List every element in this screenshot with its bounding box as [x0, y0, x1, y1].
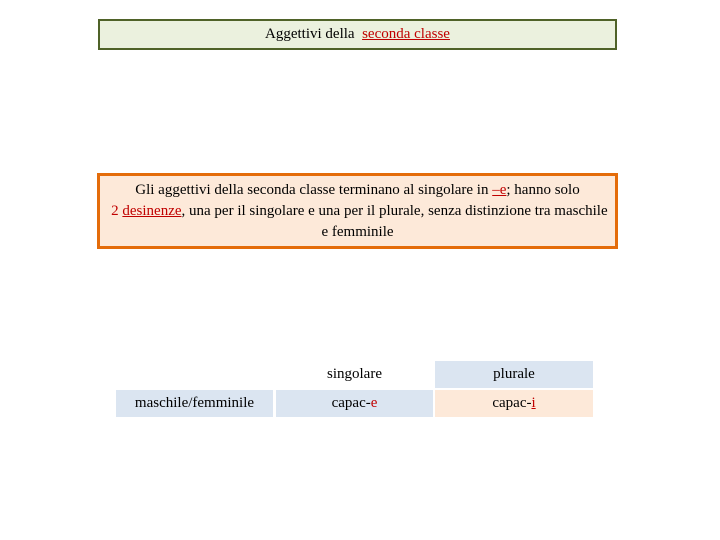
slide-title	[98, 19, 617, 50]
cell-singular	[276, 390, 433, 417]
title-highlight: seconda classe	[362, 26, 450, 42]
header-singular-label: singolare	[327, 366, 382, 382]
title-prefix: Aggettivi della	[265, 26, 355, 42]
info-count: 2	[111, 202, 119, 219]
row-label-text: maschile/femminile	[134, 395, 255, 411]
header-singular	[276, 361, 433, 388]
info-part3: , una per il singolare e una per il plurale, senza distinzione tra maschile e femminile	[181, 202, 608, 240]
info-part1: Gli aggettivi della seconda classe terminano al singolare in	[135, 181, 493, 198]
plural-stem: capac-	[492, 395, 532, 411]
plural-ending: i	[531, 395, 536, 411]
header-plural	[435, 361, 593, 388]
row-label	[116, 390, 273, 417]
info-ending: –e	[492, 181, 507, 198]
info-part2: ; hanno solo	[506, 181, 580, 198]
info-text	[100, 180, 615, 243]
singular-ending: e	[370, 395, 378, 411]
cell-plural	[435, 390, 593, 417]
header-plural-label: plurale	[493, 366, 535, 382]
singular-stem: capac-	[331, 395, 371, 411]
info-desinenze: desinenze	[122, 202, 182, 219]
info-box	[97, 173, 618, 249]
